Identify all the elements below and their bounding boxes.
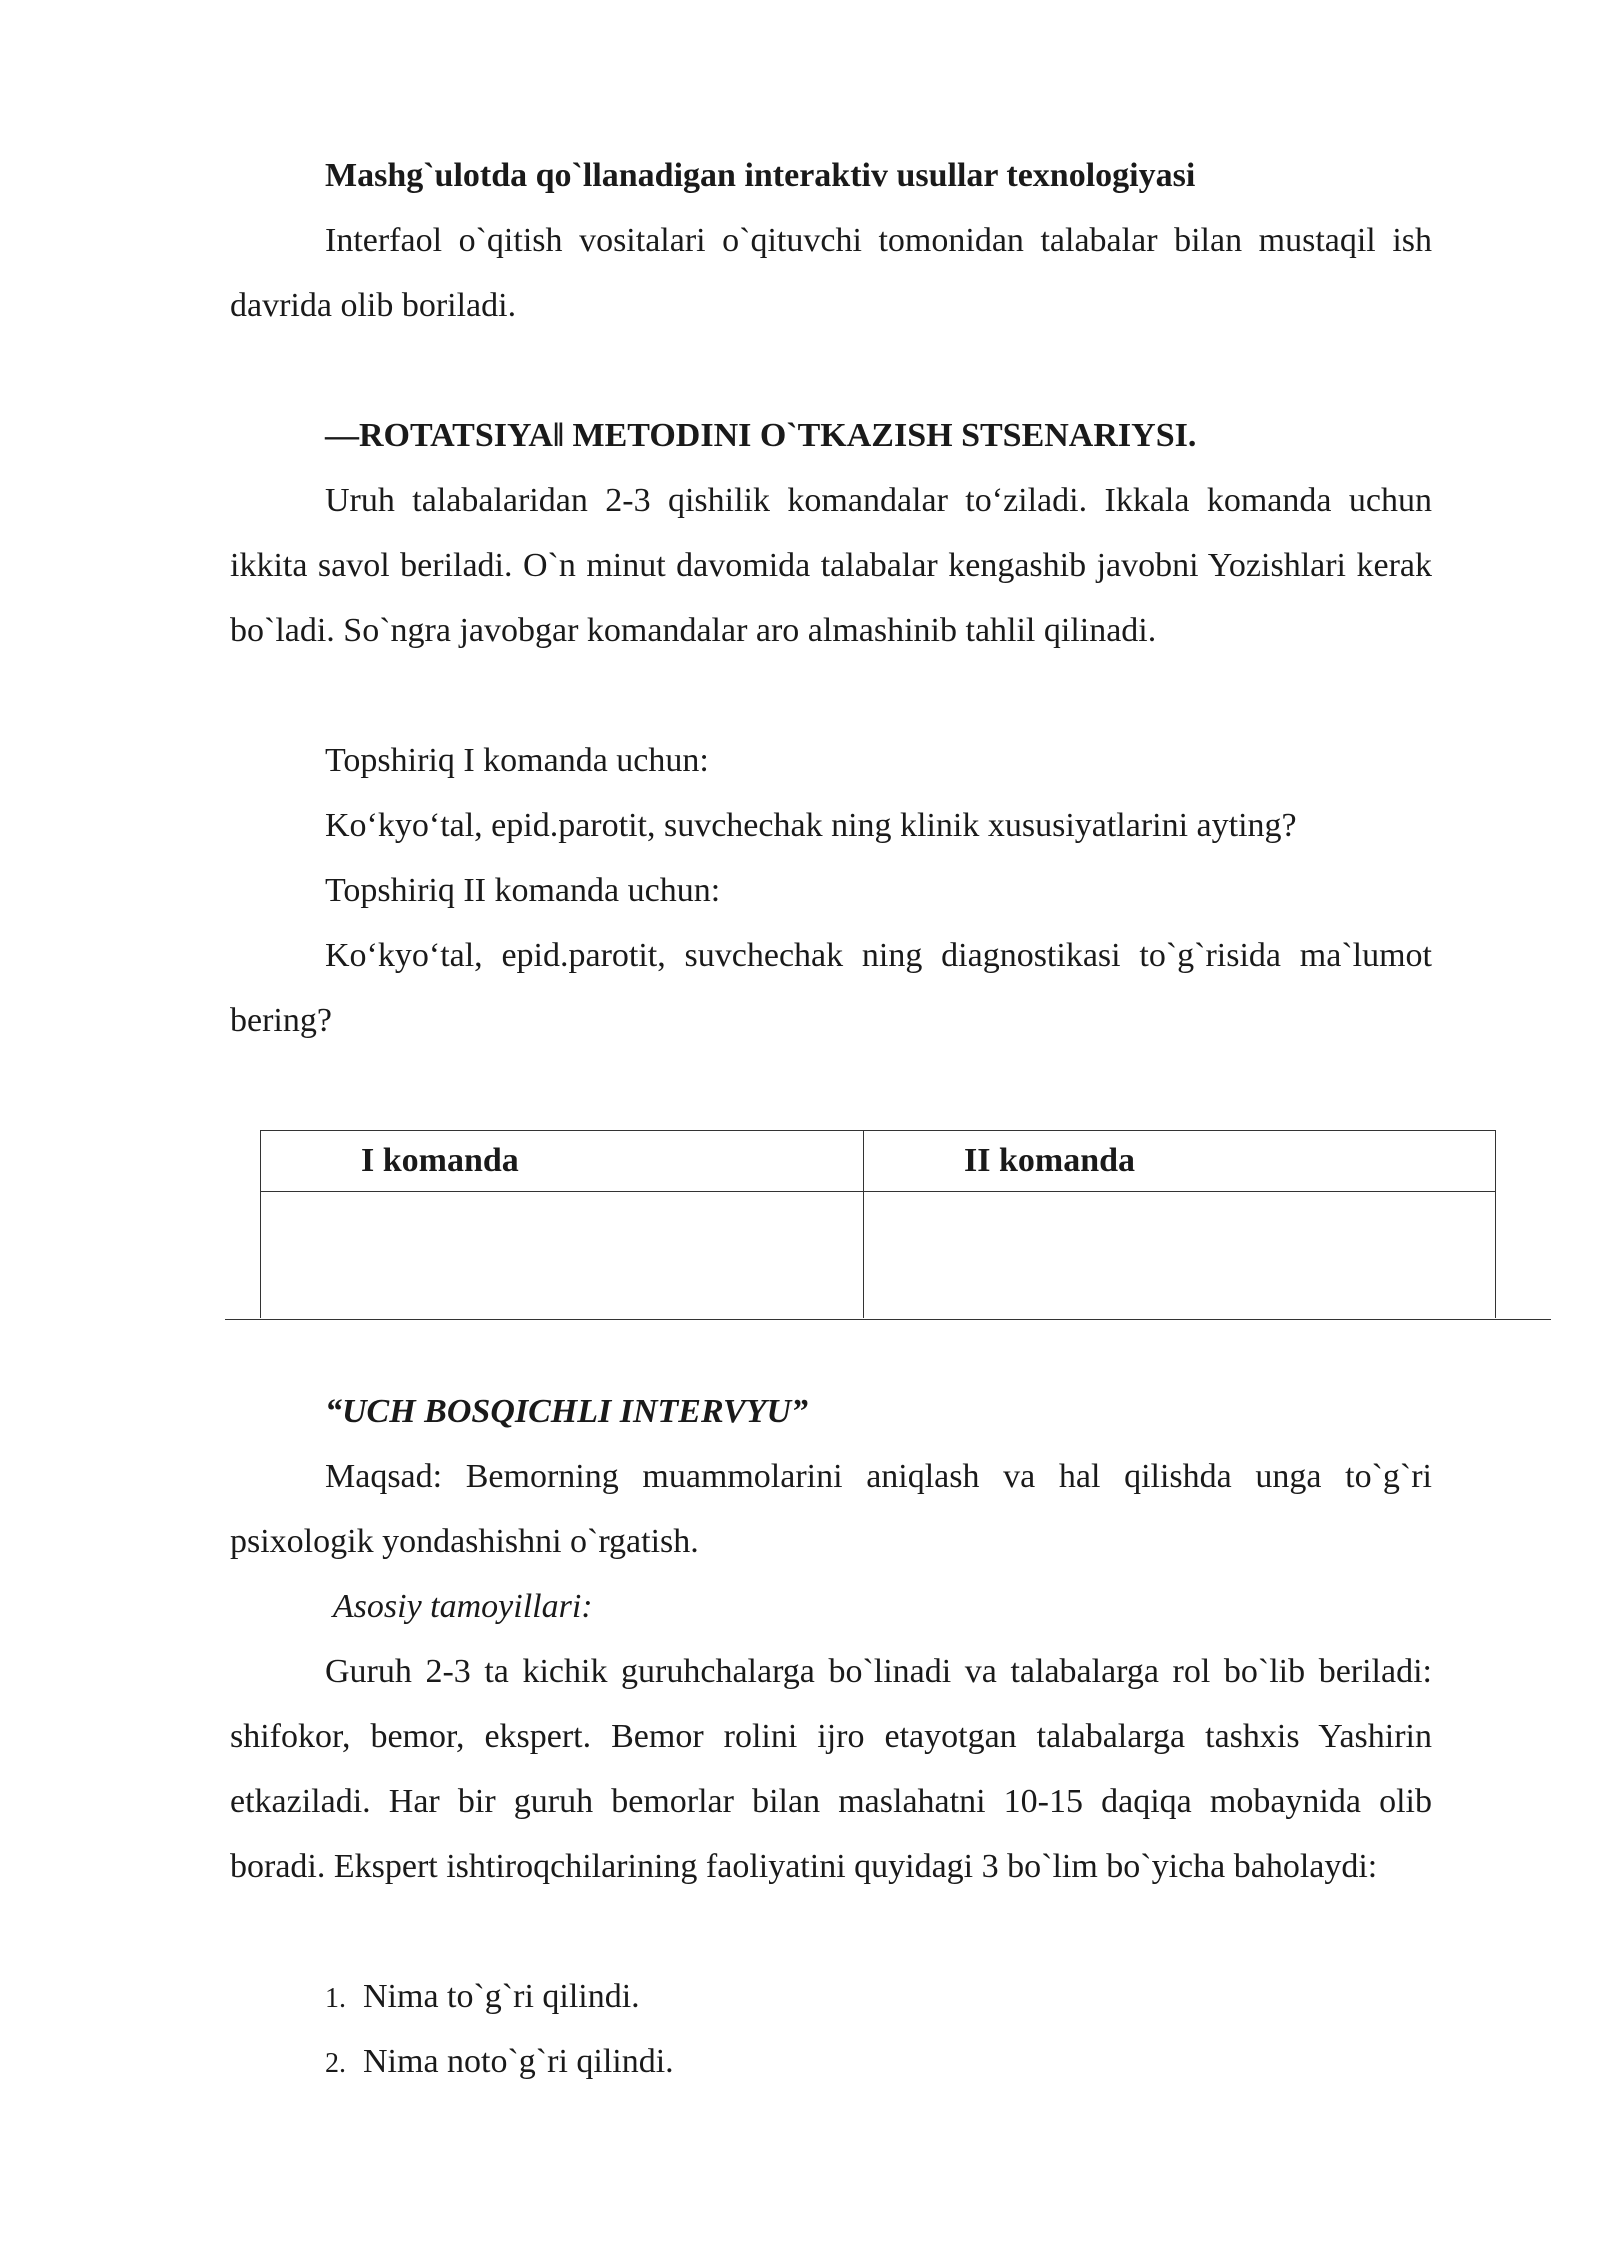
list-item-text: Nima noto`g`ri qilindi.: [363, 2043, 674, 2080]
principles-label: Asosiy tamoyillari:: [325, 1588, 593, 1625]
list-item: [325, 1964, 1432, 2031]
table-header-row: [261, 1131, 1496, 1192]
section-title-rotation-method: ―ROTATSIYA‖ METODINI O`TKAZISH STSENARIYSI.: [325, 417, 1197, 454]
list-item-number: 2.: [325, 2048, 346, 2079]
rotation-description-paragraph: Uruh talabalaridan 2-3 qishilik komandalar to‘ziladi. Ikkala komanda uchun ikkita savol beriladi. O`n minut davomida talabalar kengashib javobni Yozishlari kerak bo`ladi. So`ngra javobgar komandalar aro almashinib tahlil qilinadi.: [230, 482, 1432, 649]
intro-paragraph: Interfaol o`qitish vositalari o`qituvchi tomonidan talabalar bilan mustaqil ish davrida olib boriladi.: [230, 222, 1432, 324]
task2-label: Topshiriq II komanda uchun:: [325, 872, 721, 909]
task1-label: Topshiriq I komanda uchun:: [325, 742, 709, 779]
table-cell-team2: [864, 1192, 1496, 1319]
task2-question: Ko‘kyo‘tal, epid.parotit, suvchechak ning diagnostikasi to`g`risida ma`lumot bering?: [230, 937, 1432, 1039]
principles-body-paragraph: Guruh 2-3 ta kichik guruhchalarga bo`linadi va talabalarga rol bo`lib beriladi: shifokor, bemor, ekspert. Bemor rolini ijro etayotgan talabalarga tashxis Yashirin etkaziladi. Har bir guruh bemorlar bilan maslahatni 10-15 daqiqa mobaynida olib boradi. Ekspert ishtiroqchilarining faoliyatini quyidagi 3 bo`lim bo`yicha baholaydi:: [230, 1653, 1432, 1885]
table-header-team2: II komanda: [864, 1131, 1496, 1192]
list-item: [325, 2029, 1432, 2096]
table-cell-team1: [261, 1192, 864, 1319]
goal-paragraph: Maqsad: Bemorning muammolarini aniqlash va hal qilishda unga to`g`ri psixologik yondashishni o`rgatish.: [230, 1458, 1432, 1560]
teams-table: [260, 1130, 1496, 1318]
section-title-three-step-interview: “UCH BOSQICHLI INTERVYU”: [325, 1393, 809, 1430]
section-title-interactive-methods: Mashg`ulotda qo`llanadigan interaktiv usullar texnologiyasi: [325, 157, 1196, 194]
task1-question: Ko‘kyo‘tal, epid.parotit, suvchechak ning klinik xususiyatlarini ayting?: [325, 807, 1297, 844]
table-bottom-rule: [225, 1319, 1551, 1320]
table-header-team1: I komanda: [261, 1131, 864, 1192]
list-item-number: 1.: [325, 1983, 346, 2014]
list-item-text: Nima to`g`ri qilindi.: [363, 1978, 640, 2015]
table-row: [261, 1192, 1496, 1319]
